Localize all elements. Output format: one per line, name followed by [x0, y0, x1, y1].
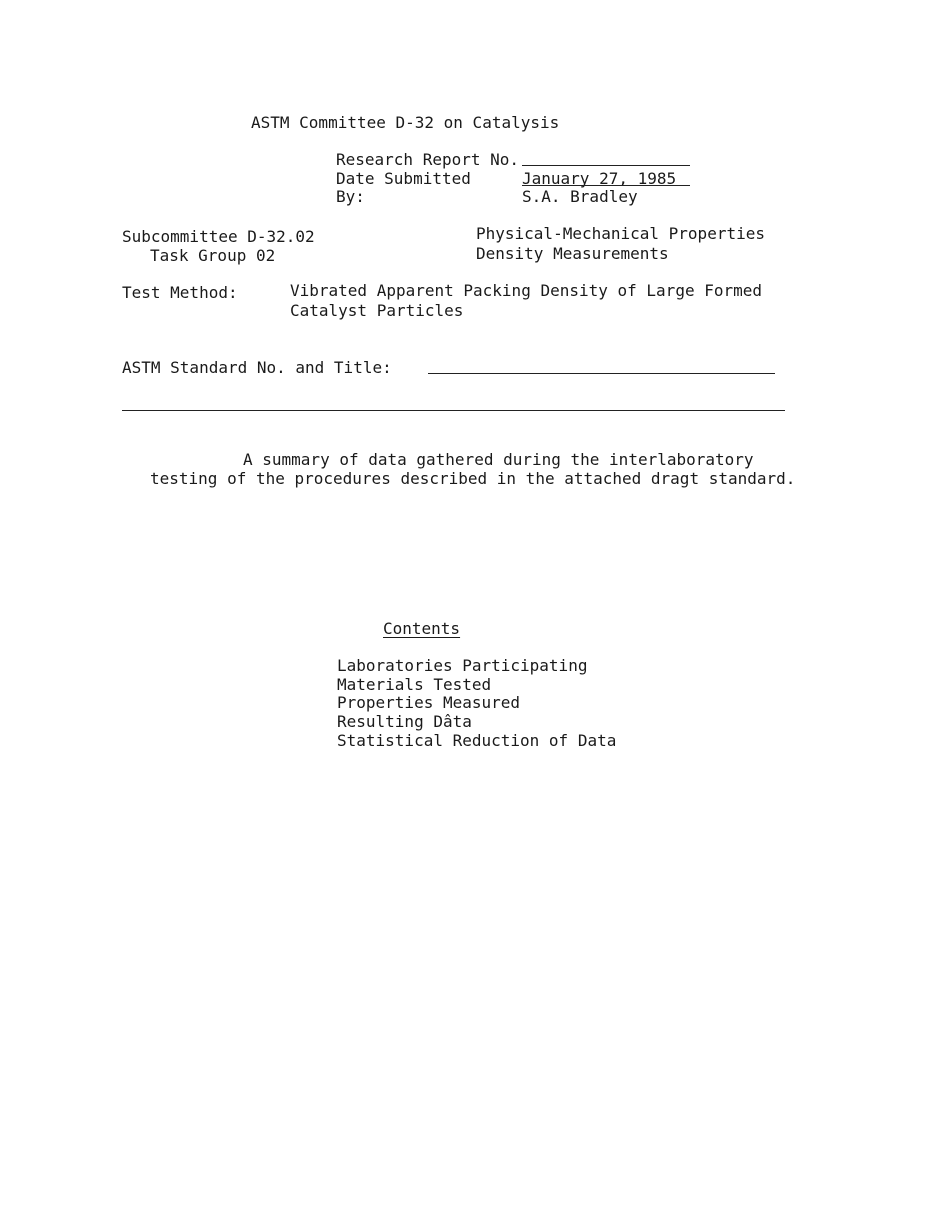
contents-item: Materials Tested [337, 675, 492, 694]
section-divider [122, 410, 785, 411]
astm-standard-label: ASTM Standard No. and Title: [122, 358, 392, 377]
contents-item: Statistical Reduction of Data [337, 731, 617, 750]
subcommittee-topic-line1: Physical-Mechanical Properties [476, 224, 765, 243]
contents-item: Laboratories Participating [337, 656, 588, 675]
by-value: S.A. Bradley [522, 187, 638, 206]
test-method-line2: Catalyst Particles [290, 301, 464, 320]
by-label: By: [336, 187, 365, 206]
date-submitted-line [522, 185, 690, 186]
test-method-label: Test Method: [122, 283, 238, 302]
test-method-line1: Vibrated Apparent Packing Density of Large Formed [290, 281, 763, 300]
date-submitted-label: Date Submitted [336, 169, 471, 188]
contents-item: Resulting Dâta [337, 712, 472, 731]
subcommittee-topic-line2: Density Measurements [476, 244, 669, 263]
subcommittee-name: Subcommittee D-32.02 [122, 227, 315, 246]
research-report-label: Research Report No. [336, 150, 520, 169]
research-report-blank-line [522, 165, 690, 166]
task-group: Task Group 02 [150, 246, 276, 265]
contents-item: Properties Measured [337, 693, 521, 712]
summary-line1: A summary of data gathered during the interlaboratory [243, 450, 754, 469]
date-submitted-value: January 27, 1985 [522, 169, 677, 188]
committee-title: ASTM Committee D-32 on Catalysis [251, 113, 560, 132]
summary-line2: testing of the procedures described in the attached dragt standard. [150, 469, 796, 488]
astm-standard-blank-line [428, 373, 775, 374]
contents-heading: Contents [383, 619, 461, 638]
